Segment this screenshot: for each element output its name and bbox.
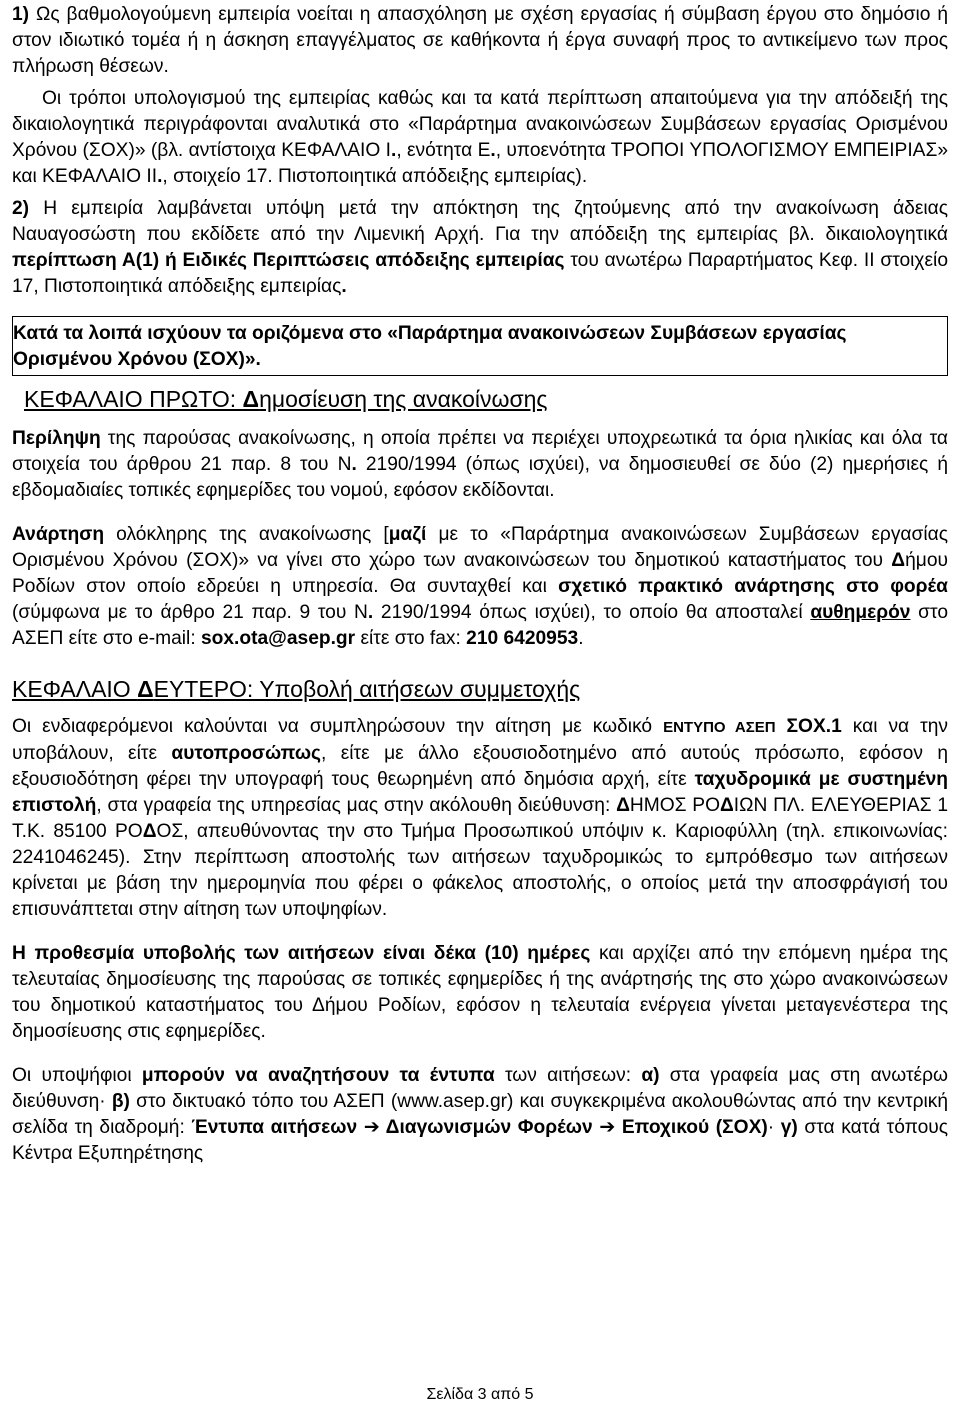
forms-path: Έντυπα αιτήσεων ➔ Διαγωνισμών Φορέων ➔ Εποχικού (ΣΟΧ) [191, 1117, 768, 1138]
chapter-one-heading: ΚΕΦΑΛΑΙΟ ΠΡΩΤΟ: Δημοσίευση της ανακοίνωσης [24, 386, 548, 412]
fax-number: 210 6420953 [466, 628, 579, 649]
paragraph-application-submission: Οι ενδιαφερόμενοι καλούνται να συμπληρώσουν την αίτηση με κωδικό ΕΝΤΥΠΟ ΑΣΕΠ ΣΟΧ.1 και να την υποβάλουν, είτε αυτοπροσώπως, είτε με άλλο εξουσιοδοτημένο από αυτούς πρόσωπο, εφόσον η εξουσιοδότηση φέρει την υπογραφή τους θεωρημένη από δημόσια αρχή, είτε ταχυδρομικά με συστημένη επιστολή, στα γραφεία της υπηρεσίας μας στην ακόλουθη διεύθυνση: ΔΗΜΟΣ ΡΟΔΙΩΝ ΠΛ. ΕΛΕΥΘΕΡΙΑΣ 1 Τ.Κ. 85100 ΡΟΔΟΣ, απευθύνοντας την στο Τμήμα Προσωπικού υπόψιν κ. Καριοφύλλη (τηλ. επικοινωνίας: 2241046245). Στην περίπτωση αποστολής των αιτήσεων ταχυδρομικώς το εμπρόθεσμο των αιτήσεων κρίνεται με βάση την ημερομηνία που φέρει ο φάκελος αποστολής, ο οποίος μετά την αποσφράγισή του επισυνάπτεται στην αίτηση των υποψηφίων. [12, 716, 949, 920]
document-page [12, 0, 948, 1167]
paragraph-forms-availability: Οι υποψήφιοι μπορούν να αναζητήσουν τα έντυπα των αιτήσεων: α) στα γραφεία μας στη ανωτέρω διεύθυνση· β) στο δικτυακό τόπο του ΑΣΕΠ (www.asep.gr) και συγκεκριμένα ακολουθώντας από την κεντρική σελίδα τη διαδρομή: Έντυπα αιτήσεων ➔ Διαγωνισμών Φορέων ➔ Εποχικού (ΣΟΧ)· γ) στα κατά τόπους Κέντρα Εξυπηρέτησης [12, 1065, 949, 1164]
boxed-notice: Κατά τα λοιπά ισχύουν τα οριζόμενα στο «Παράρτημα ανακοινώσεων Συμβάσεων εργασίας Ορισμένου Χρόνου (ΣΟΧ)». [12, 316, 948, 376]
page-footer: Σελίδα 3 από 5 [426, 1386, 534, 1403]
paragraph-deadline: Η προθεσμία υποβολής των αιτήσεων είναι δέκα (10) ημέρες και αρχίζει από την επόμενη ημέρα της τελευταίας δημοσίευσης της παρούσας σε τοπικές εφημερίδες ή της ανάρτησής της στο χώρο ανακοινώσεων του δημοτικού καταστήματος του Δήμου Ροδίων, εφόσον η τελευταία ενέργεια γίνεται μεταγενέστερα της δημοσίευσης στις εφημερίδες. [12, 943, 949, 1042]
paragraph-experience-calculation: Οι τρόποι υπολογισμού της εμπειρίας καθώς και τα κατά περίπτωση απαιτούμενα για την απόδειξή της δικαιολογητικά περιγράφονται αναλυτικά στο «Παράρτημα ανακοινώσεων Συμβάσεων εργασίας Ορισμένου Χρόνου (ΣΟΧ)» (βλ. αντίστοιχα ΚΕΦΑΛΑΙΟ Ι., ενότητα Ε., υποενότητα ΤΡΟΠΟΙ ΥΠΟΛΟΓΙΣΜΟΥ ΕΜΠΕΙΡΙΑΣ» και ΚΕΦΑΛΑΙΟ ΙΙ., στοιχείο 17. Πιστοποιητικά απόδειξης εμπειρίας). [12, 88, 948, 187]
paragraph-summary-publication: Περίληψη της παρούσας ανακοίνωσης, η οποία πρέπει να περιέχει υποχρεωτικά τα όρια ηλικίας και όλα τα στοιχεία του άρθρου 21 παρ. 8 του Ν. 2190/1994 (όπως ισχύει), να δημοσιευθεί σε δύο (2) ημερήσιες ή εβδομαδιαίες τοπικές εφημερίδες του νομού, εφόσον εκδίδονται. [12, 428, 948, 501]
paragraph-experience-definition: 1) Ως βαθμολογούμενη εμπειρία νοείται η απασχόληση με σχέση εργασίας ή σύμβαση έργου στο δημόσιο ή στον ιδιωτικό τομέα ή η άσκηση επαγγέλματος σε καθήκοντα ή έργα συναφή προς το αντικείμενο των προς πλήρωση θέσεων. [12, 4, 948, 77]
paragraph-posting: Ανάρτηση ολόκληρης της ανακοίνωσης [μαζί με το «Παράρτημα ανακοινώσεων Συμβάσεων εργασίας Ορισμένου Χρόνου (ΣΟΧ)» να γίνει στο χώρο των ανακοινώσεων του δημοτικού καταστήματος του Δήμου Ροδίων στον οποίο εδρεύει η υπηρεσία. Θα συνταχθεί και σχετικό πρακτικό ανάρτησης στο φορέα (σύμφωνα με το άρθρο 21 παρ. 9 του Ν. 2190/1994 όπως ισχύει), το οποίο θα αποσταλεί αυθημερόν στο ΑΣΕΠ είτε στο e-mail: sox.ota@asep.gr είτε στο fax: 210 6420953. [12, 524, 948, 649]
chapter-two-heading: ΚΕΦΑΛΑΙΟ ΔΕΥΤΕΡΟ: Υποβολή αιτήσεων συμμετοχής [12, 676, 581, 702]
email-address: sox.ota@asep.gr [200, 628, 356, 649]
paragraph-lifeguard-license: 2) Η εμπειρία λαμβάνεται υπόψη μετά την απόκτηση της ζητούμενης από την ανακοίνωση άδειας Ναυαγοσώστη που εκδίδετε από την Λιμενική Αρχή. Για την απόδειξη της εμπειρίας βλ. δικαιολογητικά περίπτωση Α(1) ή Ειδικές Περιπτώσεις απόδειξης εμπειρίας του ανωτέρω Παραρτήματος Κεφ. ΙΙ στοιχείο 17, Πιστοποιητικά απόδειξης εμπειρίας. [12, 198, 948, 297]
